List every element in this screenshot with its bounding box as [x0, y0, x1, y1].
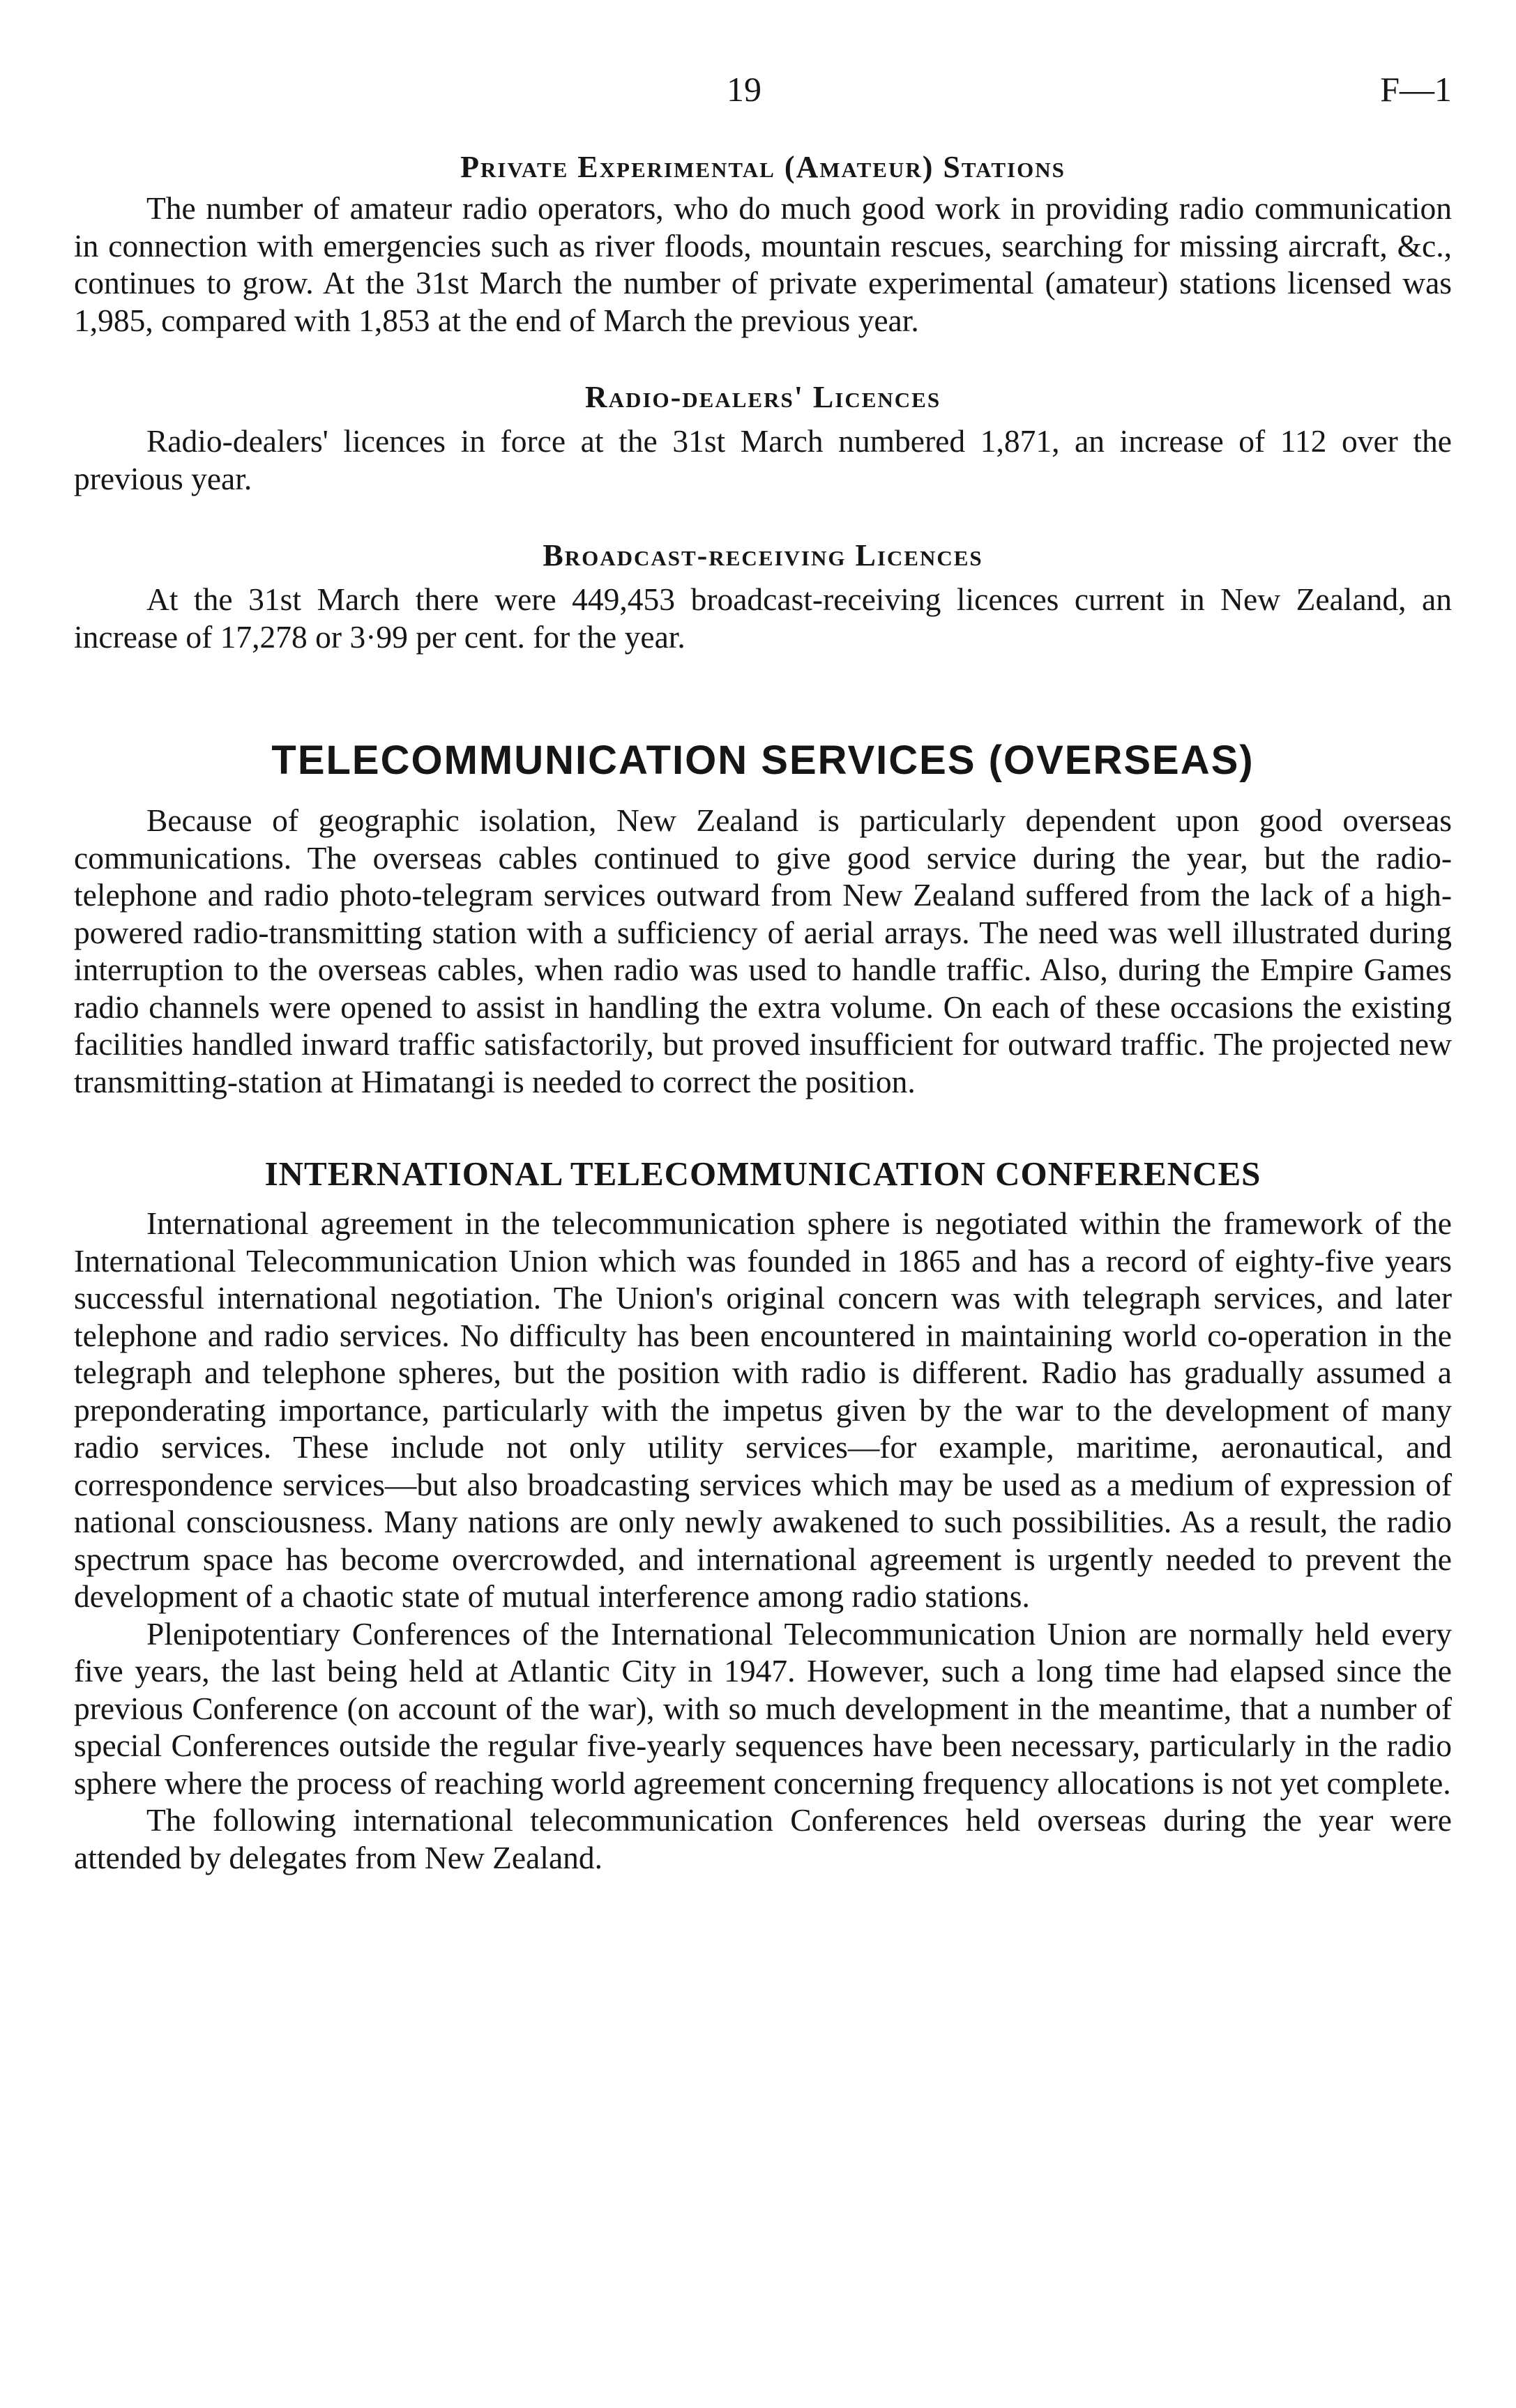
paragraph-broadcast-receiving-licences: At the 31st March there were 449,453 broadcast-receiving licences current in New Zealand, an increase of 17,278 or 3·99 per cent. for the year.: [74, 581, 1452, 655]
paragraph-telecommunication-services-overseas: Because of geographic isolation, New Zealand is particularly dependent upon good overseas communications. The overseas cables continued to give good service during the year, but the radio-telephone and radio photo-telegram services outward from New Zealand suffered from the lack of a high-powered radio-transmitting station with a sufficiency of aerial arrays. The need was well illustrated during interruption to the overseas cables, when radio was used to handle traffic. Also, during the Empire Games radio channels were opened to assist in handling the extra volume. On each of these occasions the existing facilities handled inward traffic satisfactorily, but proved insufficient for outward traffic. The projected new transmitting-station at Himatangi is needed to correct the position.: [74, 802, 1452, 1099]
heading-broadcast-receiving-licences: Broadcast-receiving Licences: [543, 538, 983, 572]
heading-private-experimental-stations: Private Experimental (Amateur) Stations: [460, 150, 1066, 184]
running-header: [74, 67, 1452, 112]
paragraph-private-experimental-stations: The number of amateur radio operators, who do much good work in providing radio communication in connection with emergencies such as river floods, mountain rescues, searching for missing aircraft, &c., continues to grow. At the 31st March the number of private experimental (amateur) stations licensed was 1,985, compared with 1,853 at the end of March the previous year.: [74, 190, 1452, 338]
document-page: [74, 67, 1452, 1876]
paragraph-itc-agreement: International agreement in the telecommunication sphere is negotiated within the framework of the International Telecommunication Union which was founded in 1865 and has a record of eighty-five years successful international negotiation. The Union's original concern was with telegraph services, and later telephone and radio services. No difficulty has been encountered in maintaining world co-operation in the telegraph and telephone spheres, but the position with radio is different. Radio has gradually assumed a preponderating importance, particularly with the impetus given by the war to the development of many radio services. These include not only utility services—for example, maritime, aeronautical, and correspondence services—but also broadcasting services which may be used as a medium of expression of national consciousness. Many nations are only newly awakened to such possibilities. As a result, the radio spectrum space has become overcrowded, and international agreement is urgently needed to prevent the development of a chaotic state of mutual interference among radio stations.: [74, 1205, 1452, 1614]
page-number: 19: [727, 70, 761, 109]
heading-telecommunication-services-overseas: TELECOMMUNICATION SERVICES (OVERSEAS): [271, 738, 1255, 783]
series-reference: F—1: [1380, 70, 1452, 109]
paragraph-itc-plenipotentiary: Plenipotentiary Conferences of the International Telecommunication Union are normally held every five years, the last being held at Atlantic City in 1947. However, such a long time had elapsed since the previous Conference (on account of the war), with so much development in the meantime, that a number of special Conferences outside the regular five-yearly sequences have been necessary, particularly in the radio sphere where the process of reaching world agreement concerning frequency allocations is not yet complete.: [74, 1615, 1452, 1801]
heading-radio-dealers-licences: Radio-dealers' Licences: [584, 380, 941, 414]
paragraph-itc-following-conferences: The following international telecommunication Conferences held overseas during the year were attended by delegates from New Zealand.: [74, 1802, 1452, 1875]
heading-international-telecommunication-conferences: INTERNATIONAL TELECOMMUNICATION CONFERENCES: [264, 1155, 1261, 1193]
paragraph-radio-dealers-licences: Radio-dealers' licences in force at the 31st March numbered 1,871, an increase of 112 over the previous year.: [74, 423, 1452, 496]
